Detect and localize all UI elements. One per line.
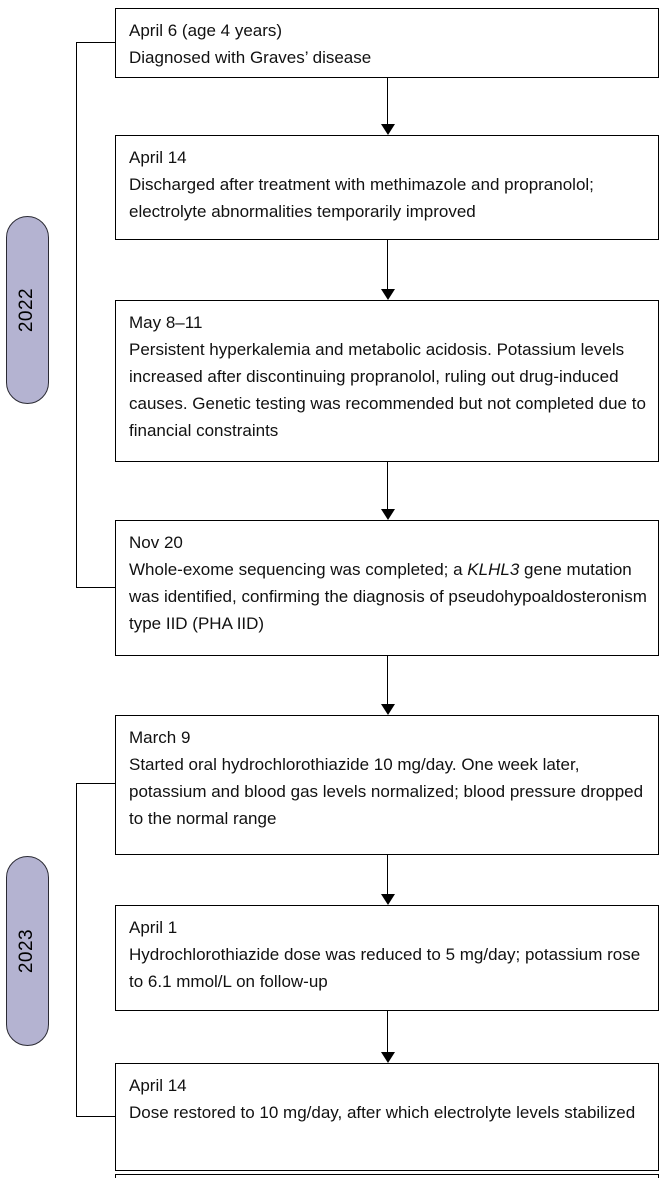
year-label-2023 xyxy=(6,856,49,1046)
timeline-box-5 xyxy=(115,715,659,855)
event-date: March 9 xyxy=(129,728,191,747)
event-text: Persistent hyperkalemia and metabolic acidosis. Potassium levels increased after discontinuing propranolol, ruling out drug-induced causes. Genetic testing was recommended but not completed due to financial constraints xyxy=(129,340,646,440)
arrow-down-icon xyxy=(380,855,395,905)
year-text: 2023 xyxy=(16,928,38,974)
event-date: May 8–11 xyxy=(129,313,203,332)
timeline-box-4 xyxy=(115,520,659,656)
year-label-2022 xyxy=(6,216,49,404)
arrow-down-icon xyxy=(380,240,395,300)
event-date: April 1 xyxy=(129,918,178,937)
event-date: April 14 xyxy=(129,1076,187,1095)
bracket-2023 xyxy=(76,783,115,1117)
arrow-down-icon xyxy=(380,462,395,520)
timeline-box-3 xyxy=(115,300,659,462)
timeline-box-1 xyxy=(115,8,659,78)
gene-name: KLHL3 xyxy=(467,560,520,579)
arrow-down-icon xyxy=(380,1011,395,1063)
arrow-down-icon xyxy=(380,656,395,715)
event-text-segment: Whole-exome sequencing was completed; a xyxy=(129,560,468,579)
event-text: Dose restored to 10 mg/day, after which electrolyte levels stabilized xyxy=(129,1103,636,1122)
event-text: Discharged after treatment with methimazole and propranolol; electrolyte abnormalities temporarily improved xyxy=(129,175,594,221)
timeline-box-2 xyxy=(115,135,659,240)
arrow-down-icon xyxy=(380,78,395,135)
timeline-box-7 xyxy=(115,1063,659,1171)
event-date: April 14 xyxy=(129,148,187,167)
event-text: Diagnosed with Graves’ disease xyxy=(129,48,372,67)
event-text: Started oral hydrochlorothiazide 10 mg/day. One week later, potassium and blood gas levels normalized; blood pressure dropped to the normal range xyxy=(129,755,644,828)
partial-next-box xyxy=(115,1174,659,1178)
event-text-segment: gene mutation was identified, confirming the diagnosis of pseudohypoaldosteronism type IID (PHA IID) xyxy=(129,560,647,633)
event-date: Nov 20 xyxy=(129,533,183,552)
event-text xyxy=(129,556,648,637)
event-date: April 6 (age 4 years) xyxy=(129,21,283,40)
timeline-box-6 xyxy=(115,905,659,1011)
bracket-2022 xyxy=(76,42,115,588)
event-text: Hydrochlorothiazide dose was reduced to 5 mg/day; potassium rose to 6.1 mmol/L on follow-up xyxy=(129,945,641,991)
year-text: 2022 xyxy=(16,287,38,333)
